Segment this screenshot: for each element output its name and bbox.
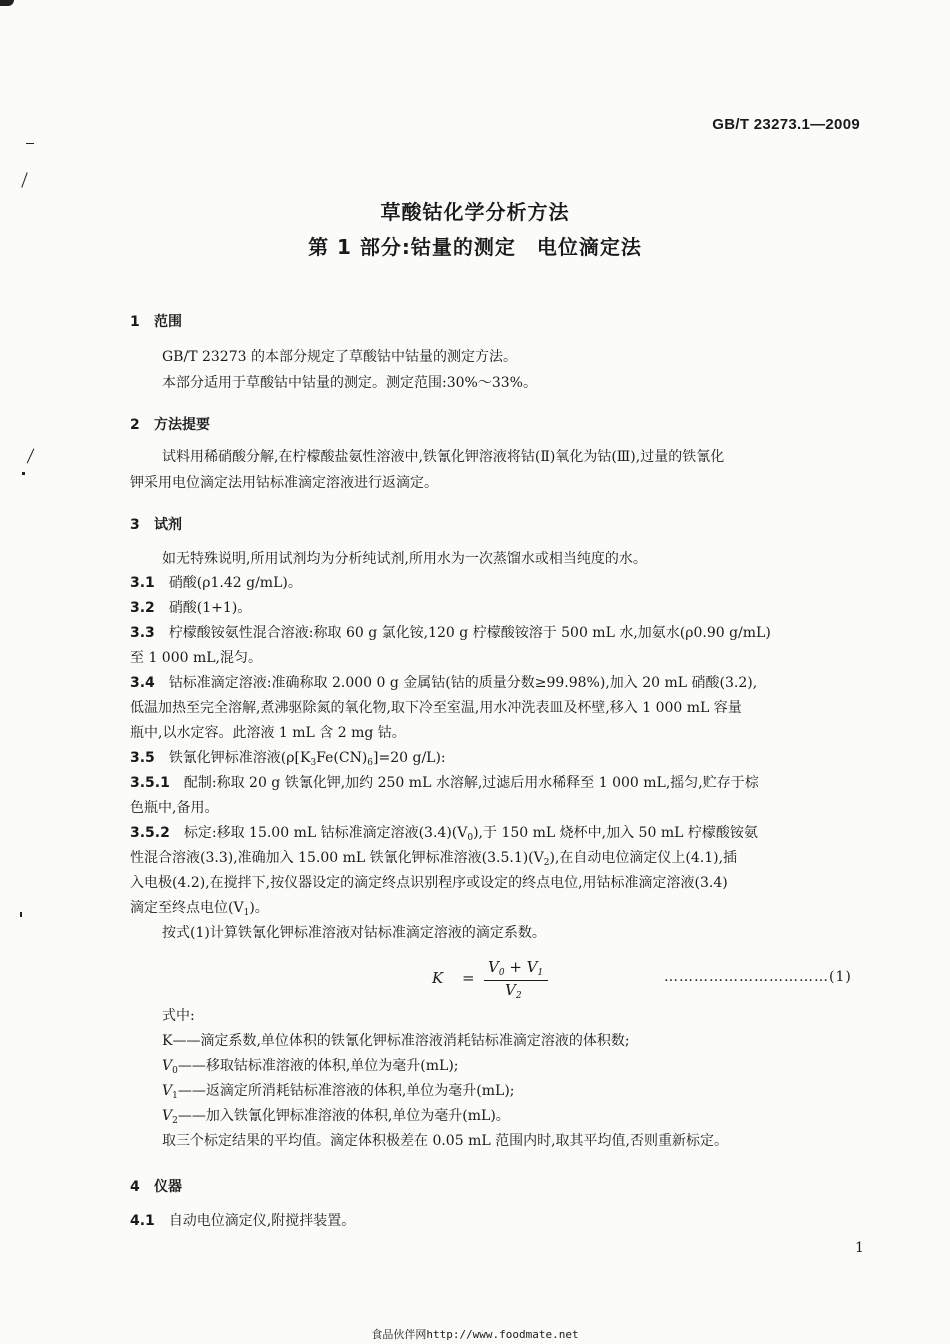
scan-mark	[22, 472, 25, 475]
clause-3-5-2: 3.5.2 标定:移取 15.00 mL 钴标准滴定溶液$(3.4)(V_0)$,于 150 mL 烧杯中,加入 50 mL 柠檬酸铵氨	[130, 825, 758, 843]
paragraph: 性混合溶液(3.3),准确加入 15.00 mL 铁氰化钾标准溶液$(3.5.1)(V_2)$,在自动电位滴定仪上(4.1),插	[130, 850, 738, 868]
document-subtitle: 第 1 部分:钴量的测定 电位滴定法	[308, 235, 642, 259]
clause-3-1: 3.1 硝酸(ρ1.42 g/mL)。	[130, 575, 302, 591]
formula-lhs: K	[432, 969, 444, 987]
clause-3-3: 3.3 柠檬酸铵氨性混合溶液:称取 60 g 氯化铵,120 g 柠檬酸铵溶于 500 mL 水,加氨水(ρ0.90 g/mL)	[130, 625, 771, 641]
paragraph: 试料用稀硝酸分解,在柠檬酸盐氨性溶液中,铁氰化钾溶液将钴(Ⅱ)氧化为钴(Ⅲ),过量的铁氰化	[162, 449, 725, 465]
equation-number: ……………………………(1)	[664, 969, 852, 985]
section-heading-4: 4 仪器	[130, 1179, 182, 1195]
paragraph: 至 1 000 mL,混匀。	[130, 650, 263, 666]
paragraph: 色瓶中,备用。	[130, 800, 219, 816]
paragraph: 钾采用电位滴定法用钴标准滴定溶液进行返滴定。	[130, 475, 438, 491]
paragraph: GB/T 23273 的本部分规定了草酸钴中钴量的测定方法。	[162, 349, 517, 365]
document-title: 草酸钴化学分析方法	[380, 200, 570, 224]
scan-mark	[26, 143, 34, 144]
clause-3-5: 3.5 铁氰化钾标准溶液($\rho[K_3Fe(CN)_6]=20$ g/L):	[130, 750, 446, 768]
footer-watermark: 食品伙伴网http://www.foodmate.net	[371, 1328, 579, 1341]
scan-mark	[0, 0, 14, 6]
clause-3-4: 3.4 钴标准滴定溶液:准确称取 2.000 0 g 金属钴(钴的质量分数≥99.98%),加入 20 mL 硝酸(3.2),	[130, 675, 758, 691]
where-label: 式中:	[162, 1008, 195, 1024]
standard-number: GB/T 23273.1—2009	[712, 116, 860, 133]
formula-numerator: $V_0 + V_1$	[488, 958, 544, 978]
paragraph: 瓶中,以水定容。此溶液 1 mL 含 2 mg 钴。	[130, 725, 406, 741]
page-number: 1	[855, 1240, 864, 1256]
clause-4-1: 4.1 自动电位滴定仪,附搅拌装置。	[130, 1213, 356, 1229]
formula-equals: =	[462, 969, 475, 987]
clause-3-2: 3.2 硝酸(1+1)。	[130, 600, 252, 616]
paragraph: 入电极(4.2),在搅拌下,按仪器设定的滴定终点识别程序或设定的终点电位,用钴标准滴定溶液(3.4)	[130, 875, 728, 891]
variable-definition: $V_1——$返滴定所消耗钴标准溶液的体积,单位为毫升(mL);	[162, 1083, 515, 1101]
paragraph: 低温加热至完全溶解,煮沸驱除氮的氧化物,取下冷至室温,用水冲洗表皿及杯壁,移入 1 000 mL 容量	[130, 700, 742, 716]
scan-mark	[21, 172, 27, 187]
clause-3-5-1: 3.5.1 配制:称取 20 g 铁氰化钾,加约 250 mL 水溶解,过滤后用水稀释至 1 000 mL,摇匀,贮存于棕	[130, 775, 759, 791]
paragraph: 滴定至终点电位$(V_1)$。	[130, 900, 269, 918]
section-heading-2: 2 方法提要	[130, 417, 210, 433]
scan-mark	[20, 912, 22, 917]
section-heading-1: 1 范围	[130, 314, 182, 330]
paragraph: 取三个标定结果的平均值。滴定体积极差在 0.05 mL 范围内时,取其平均值,否则重新标定。	[162, 1133, 728, 1149]
variable-definition: $V_2——$加入铁氰化钾标准溶液的体积,单位为毫升(mL)。	[162, 1108, 510, 1126]
formula-denominator: $V_2$	[505, 981, 522, 1001]
variable-definition: $V_0——$移取钴标准溶液的体积,单位为毫升(mL);	[162, 1058, 459, 1076]
scan-mark	[27, 449, 35, 464]
variable-definition: K——滴定系数,单位体积的铁氰化钾标准溶液消耗钴标准滴定溶液的体积数;	[162, 1033, 630, 1049]
paragraph: 如无特殊说明,所用试剂均为分析纯试剂,所用水为一次蒸馏水或相当纯度的水。	[162, 551, 647, 567]
section-heading-3: 3 试剂	[130, 517, 182, 533]
paragraph: 本部分适用于草酸钴中钴量的测定。测定范围:30%～33%。	[162, 375, 537, 391]
paragraph: 按式(1)计算铁氰化钾标准溶液对钴标准滴定溶液的滴定系数。	[162, 925, 546, 941]
